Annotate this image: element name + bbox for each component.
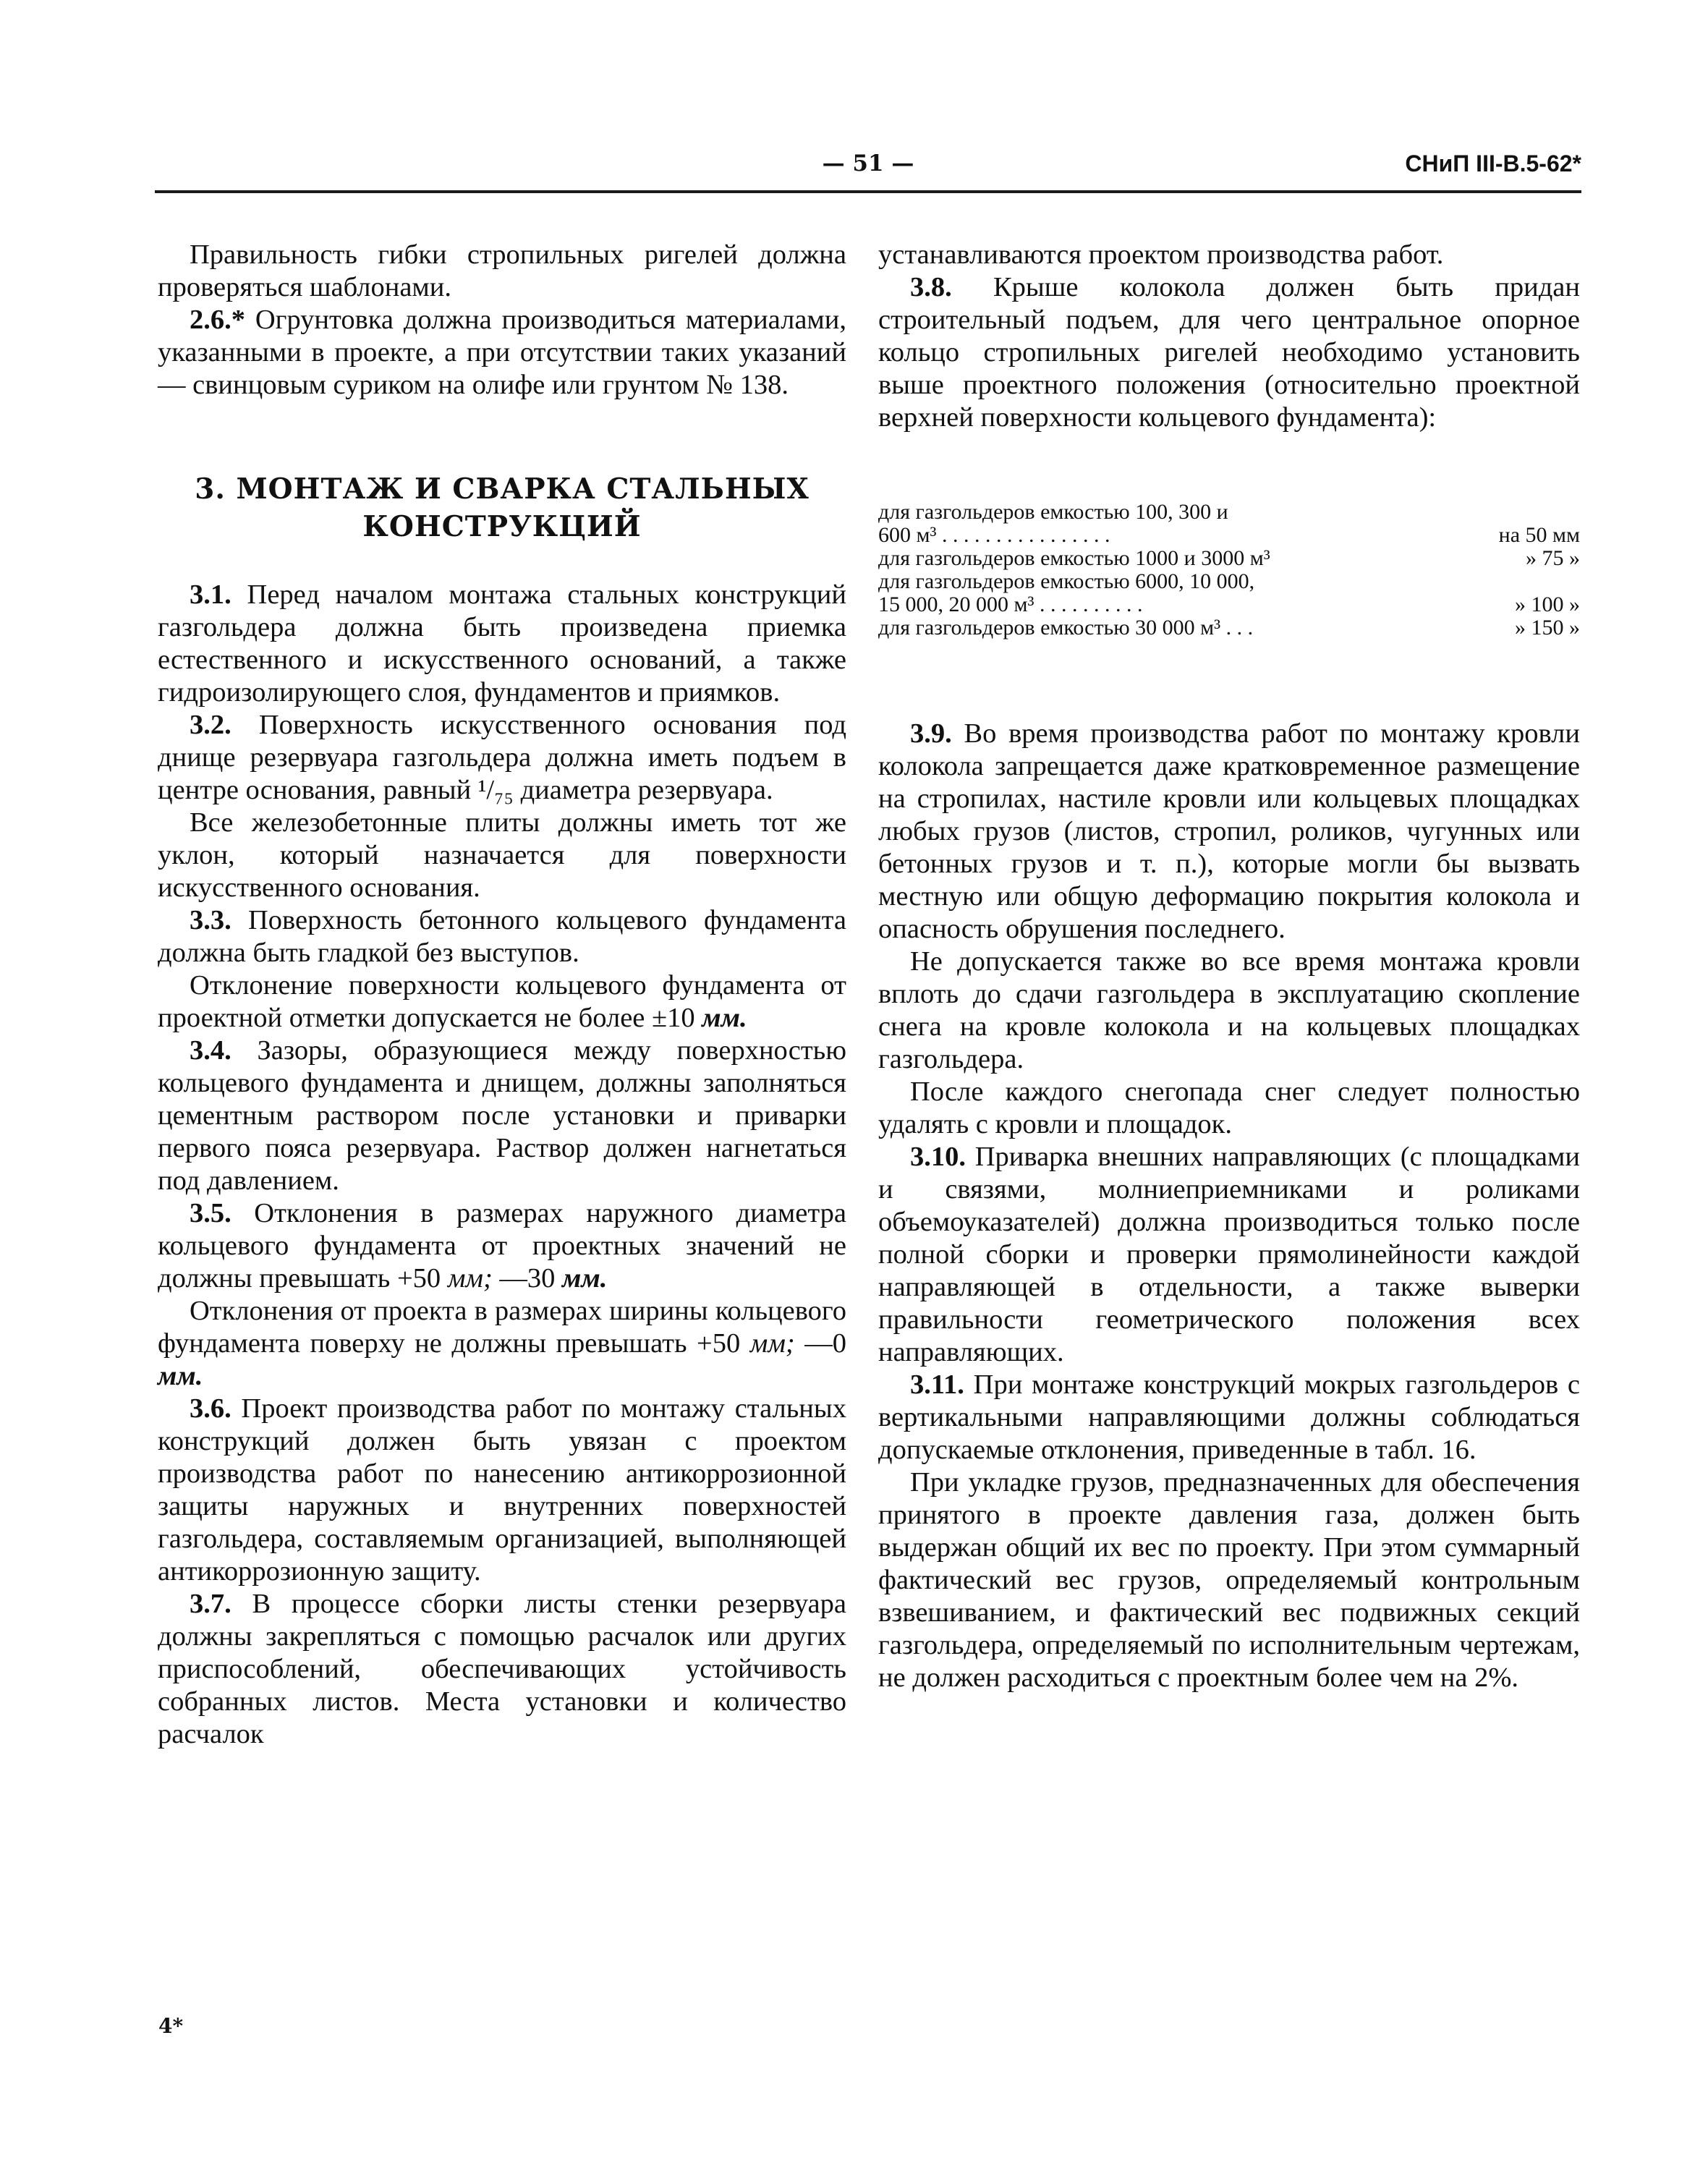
- spec-text: 15 000, 20 000 м³ . . . . . . . . . .: [878, 592, 1143, 616]
- clause-text: При монтаже конструкций мокрых газгольдеров с вертикальными направляющими должны соблюдаться допускаемые отклонения, приведенные в табл. 16.: [878, 1369, 1580, 1465]
- clause-number: 3.9.: [910, 718, 952, 749]
- unit: мм.: [702, 1003, 747, 1033]
- section-title-line: КОНСТРУКЦИЙ: [362, 510, 642, 543]
- clause-text: Зазоры, образующиеся между поверхностью кольцевого фундамента и днищем, должны заполняться цементным раствором после установки и приварки первого пояса резервуара. Раствор должен нагнетаться под давлением.: [158, 1035, 846, 1196]
- clause-text: Перед началом монтажа стальных конструкций газгольдера должна быть произведена приемка естественного и искусственного оснований, а также гидроизолирующего слоя, фундаментов и приямков.: [158, 579, 846, 708]
- running-header: [155, 150, 1581, 182]
- clause-number: 3.7.: [190, 1589, 231, 1619]
- page-number: — 51 —: [822, 150, 914, 177]
- paragraph-3-10: [878, 1141, 1580, 1369]
- clause-text: Отклонения в размерах наружного диаметра кольцевого фундамента от проектных значений не должны превышать +50: [158, 1198, 846, 1294]
- clause-number: 3.5.: [190, 1198, 231, 1228]
- clause-number: 2.6.*: [190, 305, 245, 335]
- clause-text: Поверхность искусственного основания под днище резервуара газгольдера должна иметь подъем в центре основания, равный: [158, 710, 846, 805]
- clause-text: —30: [492, 1263, 563, 1294]
- clause-text: Приварка внешних направляющих (с площадками и связями, молниеприемниками и роликами объемоуказателей) должна производиться только после полной сборки и проверки прямолинейности каждой направляющей в отдельности, а также выверки правильности геометрического положения всех направляющих.: [878, 1142, 1580, 1367]
- spec-text: 600 м³ . . . . . . . . . . . . . . . .: [878, 523, 1110, 547]
- spec-value: » 100 »: [1515, 592, 1580, 616]
- paragraph-3-3b: [158, 969, 846, 1035]
- paragraph-3-5: [158, 1197, 846, 1295]
- clause-number: 3.8.: [910, 272, 952, 302]
- signature-mark: 4*: [158, 2014, 184, 2038]
- spec-text: для газгольдеров емкостью 6000, 10 000,: [878, 569, 1255, 593]
- paragraph-2-6: [158, 304, 846, 402]
- fraction: ¹/₇₅: [477, 775, 514, 805]
- clause-number: 3.11.: [910, 1369, 964, 1400]
- clause-text: Проект производства работ по монтажу стальных конструкций должен быть увязан с проектом производства работ по нанесению антикоррозионной защиты наружных и внутренних поверхностей газгольдера, составляемым организацией, выполняющей антикоррозионную защиту.: [158, 1393, 846, 1587]
- clause-number: 3.6.: [190, 1393, 231, 1424]
- paragraph-3-3: [158, 904, 846, 969]
- paragraph-3-9c: После каждого снегопада снег следует полностью удалять с кровли и площадок.: [878, 1076, 1580, 1139]
- spec-row: [878, 547, 1580, 570]
- spec-text: для газгольдеров емкостью 1000 и 3000 м³: [878, 546, 1270, 570]
- spec-row: [878, 501, 1580, 524]
- clause-text: Огрунтовка должна производиться материалами, указанными в проекте, а при отсутствии таких указаний — свинцовым суриком на олифе или грунтом № 138.: [158, 305, 846, 400]
- clause-number: 3.2.: [190, 710, 231, 740]
- clause-number: 3.10.: [910, 1142, 966, 1172]
- paragraph-3-9b: Не допускается также во все время монтажа кровли вплоть до сдачи газгольдера в эксплуатацию скопление снега на кровле колокола и на кольцевых площадках газгольдера.: [878, 946, 1580, 1074]
- clause-text: В процессе сборки листы стенки резервуара должны закрепляться с помощью расчалок или других приспособлений, обеспечивающих устойчивость собранных листов. Места установки и количество расчалок: [158, 1589, 846, 1749]
- spec-value: » 75 »: [1526, 546, 1580, 570]
- paragraph-3-1: [158, 579, 846, 709]
- spec-text: для газгольдеров емкостью 100, 300 и: [878, 500, 1228, 524]
- clause-number: 3.1.: [190, 579, 231, 610]
- spec-value: на 50 мм: [1498, 523, 1580, 547]
- paragraph-3-11: [878, 1369, 1580, 1466]
- unit: мм;: [447, 1263, 493, 1294]
- paragraph-3-7: [158, 1588, 846, 1751]
- header-rule: [155, 190, 1581, 193]
- section-title-line: 3. МОНТАЖ И СВАРКА СТАЛЬНЫХ: [195, 472, 810, 506]
- left-column: [158, 239, 846, 1751]
- clause-text: Отклонение поверхности кольцевого фундамента от проектной отметки допускается не более ±10: [158, 970, 846, 1033]
- paragraph-3-2: [158, 709, 846, 807]
- unit: мм.: [562, 1263, 608, 1294]
- document-code: СНиП III-В.5-62*: [1405, 150, 1581, 177]
- paragraph-3-4: [158, 1035, 846, 1197]
- clause-text: Крыше колокола должен быть придан строительный подъем, для чего центральное опорное кольцо стропильных ригелей необходимо установить выше проектного положения (относительно проектной верхней поверхности кольцевого фундамента):: [878, 272, 1580, 433]
- spec-text: для газгольдеров емкостью 30 000 м³ . . .: [878, 616, 1254, 640]
- paragraph-3-9: [878, 718, 1580, 946]
- clause-text: диаметра резервуара.: [513, 775, 773, 805]
- unit: мм;: [749, 1328, 795, 1359]
- spec-value: » 150 »: [1515, 616, 1580, 640]
- clause-text: Во время производства работ по монтажу кровли колокола запрещается даже кратковременное размещение на стропилах, настиле кровли или кольцевых площадках любых грузов (листов, стропил, роликов, чугунных или бетонных грузов и т. п.), которые могли бы вызвать местную или общую деформацию покрытия колокола и опасность обрушения последнего.: [878, 718, 1580, 944]
- clause-text: Отклонения от проекта в размерах ширины кольцевого фундамента поверху не должны превышать +50: [158, 1296, 846, 1359]
- clause-number: 3.3.: [190, 905, 231, 935]
- spec-row: [878, 570, 1580, 593]
- paragraph-3-6: [158, 1393, 846, 1588]
- clause-text: Поверхность бетонного кольцевого фундамента должна быть гладкой без выступов.: [158, 905, 846, 968]
- paragraph-continuation: устанавливаются проектом производства работ.: [878, 239, 1444, 270]
- section-title: [158, 470, 846, 545]
- right-column: [878, 239, 1580, 1694]
- camber-spec-list: [878, 501, 1580, 640]
- paragraph-3-11b: При укладке грузов, предназначенных для обеспечения принятого в проекте давления газа, должен быть выдержан общий их вес по проекту. При этом суммарный фактический вес грузов, определяемый контрольным взвешиванием, и фактический вес подвижных секций газгольдера, определяемый по исполнительным чертежам, не должен расходиться с проектным более чем на 2%.: [878, 1467, 1580, 1693]
- clause-text: —0: [794, 1328, 847, 1359]
- spec-row: [878, 593, 1580, 616]
- clause-number: 3.4.: [190, 1035, 231, 1066]
- paragraph-3-2b: Все железобетонные плиты должны иметь тот же уклон, который назначается для поверхности искусственного основания.: [158, 807, 846, 903]
- unit: мм.: [158, 1361, 203, 1391]
- spec-row: [878, 616, 1580, 640]
- spec-row: [878, 524, 1580, 547]
- paragraph-intro: Правильность гибки стропильных ригелей должна проверяться шаблонами.: [158, 239, 846, 302]
- paragraph-3-8: [878, 271, 1580, 434]
- paragraph-3-5b: [158, 1295, 846, 1393]
